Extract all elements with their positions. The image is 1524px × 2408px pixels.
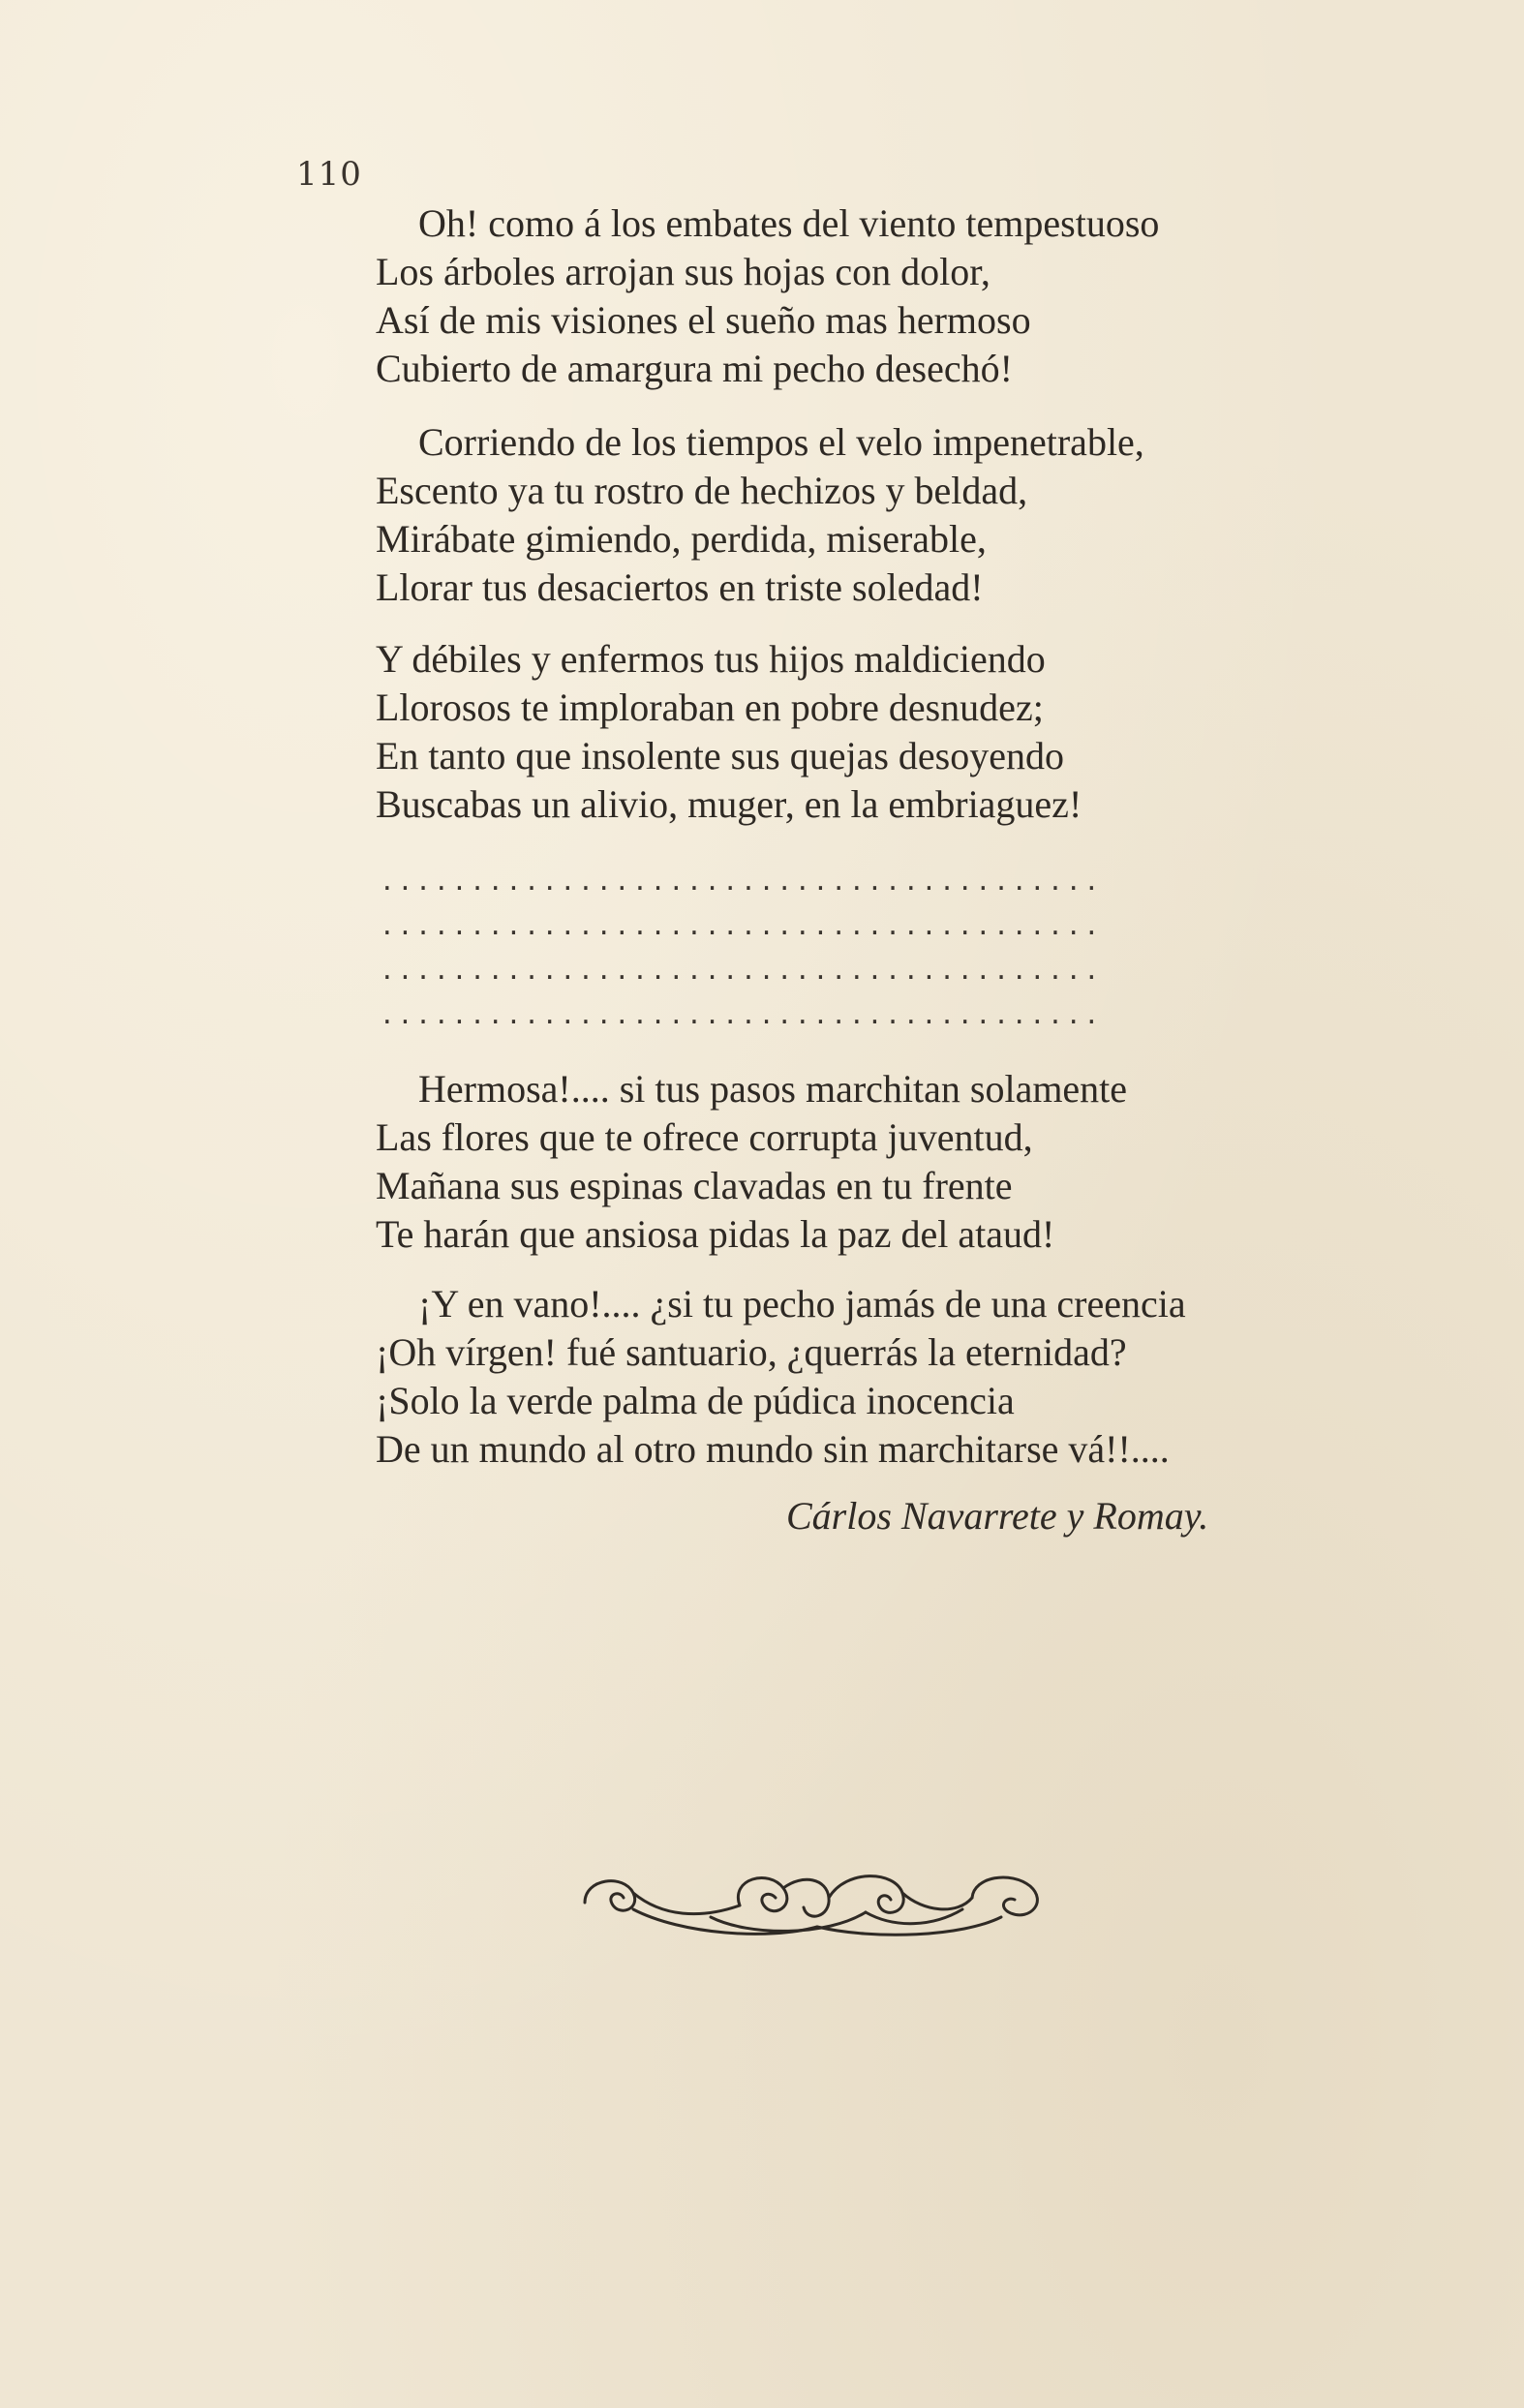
dot-row: ........................................ bbox=[380, 868, 1103, 897]
verse-line: Oh! como á los embates del viento tempestuoso bbox=[418, 201, 1160, 245]
author-signature: Cárlos Navarrete y Romay. bbox=[786, 1494, 1209, 1538]
dot-row: ........................................ bbox=[380, 912, 1103, 941]
stanza-4 bbox=[376, 1065, 1127, 1259]
verse-line: Cubierto de amargura mi pecho desechó! bbox=[376, 347, 1013, 390]
stanza-5 bbox=[376, 1280, 1186, 1474]
verse-line: Buscabas un alivio, muger, en la embriaguez! bbox=[376, 782, 1082, 826]
verse-line: Las flores que te ofrece corrupta juventud, bbox=[376, 1115, 1033, 1159]
dot-row: ........................................ bbox=[380, 1001, 1103, 1030]
verse-line: Mirábate gimiendo, perdida, miserable, bbox=[376, 517, 987, 561]
verse-line: Hermosa!.... si tus pasos marchitan solamente bbox=[418, 1067, 1128, 1111]
verse-line: Los árboles arrojan sus hojas con dolor, bbox=[376, 250, 991, 293]
verse-line: ¡Oh vírgen! fué santuario, ¿querrás la eternidad? bbox=[376, 1330, 1127, 1374]
stanza-3 bbox=[376, 635, 1082, 829]
page-number: 110 bbox=[296, 155, 362, 194]
verse-line: Llorar tus desaciertos en triste soledad! bbox=[376, 565, 984, 609]
verse-line: Escento ya tu rostro de hechizos y beldad, bbox=[376, 469, 1028, 512]
verse-line: Corriendo de los tiempos el velo impenetrable, bbox=[418, 420, 1144, 464]
stanza-1 bbox=[376, 199, 1159, 393]
flourish-ornament-icon bbox=[575, 1859, 1059, 1946]
verse-line: ¡Y en vano!.... ¿si tu pecho jamás de una creencia bbox=[418, 1282, 1186, 1326]
verse-line: Llorosos te imploraban en pobre desnudez; bbox=[376, 686, 1044, 729]
verse-line: En tanto que insolente sus quejas desoyendo bbox=[376, 734, 1064, 777]
verse-line: De un mundo al otro mundo sin marchitarse vá!!.... bbox=[376, 1427, 1170, 1471]
verse-line: Así de mis visiones el sueño mas hermoso bbox=[376, 298, 1031, 342]
stanza-2 bbox=[376, 418, 1144, 612]
verse-line: Y débiles y enfermos tus hijos maldiciendo bbox=[376, 637, 1046, 681]
dot-row: ........................................ bbox=[380, 957, 1103, 986]
verse-line: Mañana sus espinas clavadas en tu frente bbox=[376, 1164, 1013, 1207]
ellipsis-rows bbox=[380, 860, 1212, 1038]
verse-line: ¡Solo la verde palma de púdica inocencia bbox=[376, 1379, 1015, 1422]
verse-line: Te harán que ansiosa pidas la paz del ataud! bbox=[376, 1212, 1055, 1256]
